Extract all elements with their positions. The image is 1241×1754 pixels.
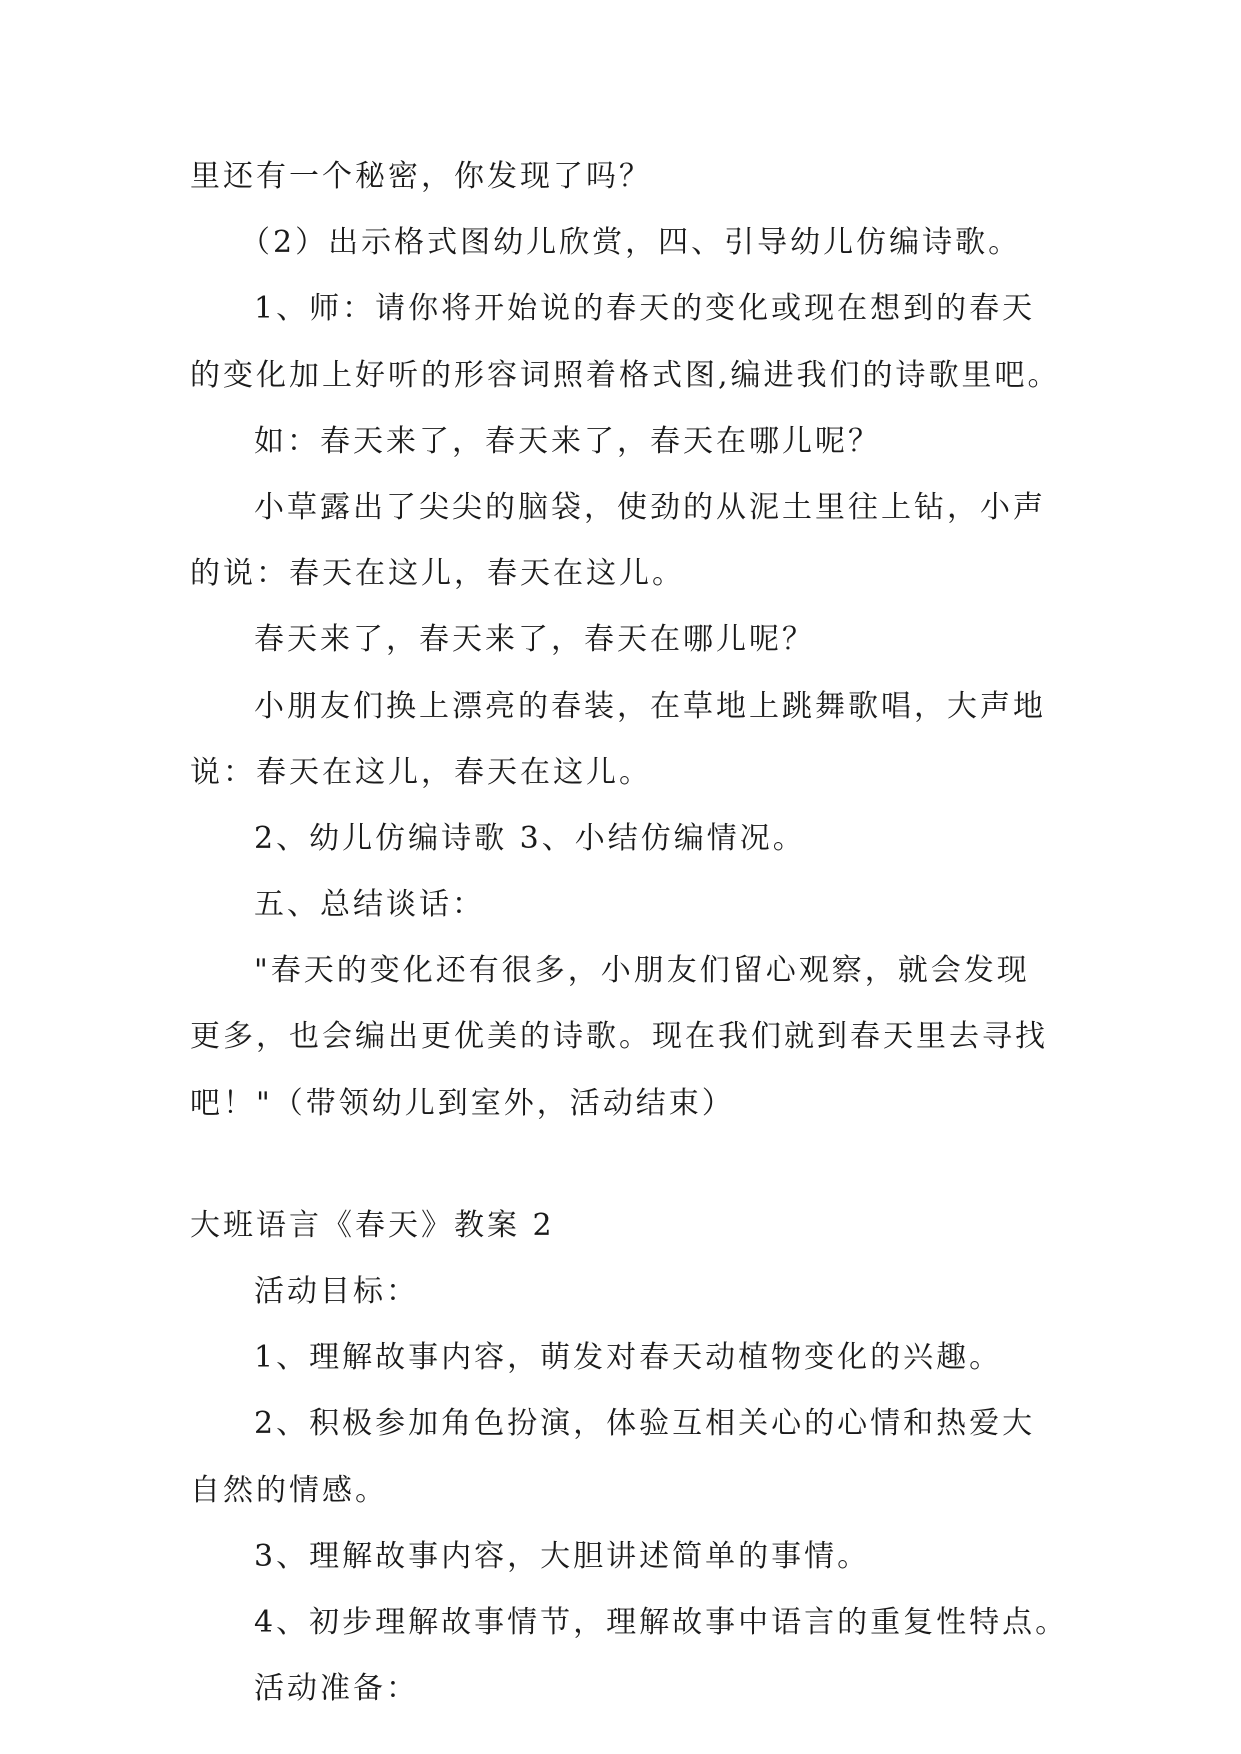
section-gap xyxy=(190,1150,1070,1206)
paragraph-line: 3、理解故事内容，大胆讲述简单的事情。 xyxy=(254,1538,871,1574)
paragraph-line: 春天来了，春天来了，春天在哪儿呢？ xyxy=(254,622,815,658)
paragraph-line: 小朋友们换上漂亮的春装，在草地上跳舞歌唱，大声地 xyxy=(254,688,1046,724)
paragraph-line: 1、理解故事内容，萌发对春天动植物变化的兴趣。 xyxy=(254,1340,1003,1376)
section-title: 大班语言《春天》教案 2 xyxy=(190,1207,555,1243)
paragraph-line: 活动准备： xyxy=(254,1671,419,1707)
paragraph-line: 自然的情感。 xyxy=(190,1472,388,1508)
paragraph-line: 吧！"（带领幼儿到室外，活动结束） xyxy=(190,1085,735,1121)
paragraph-line: 1、师：请你将开始说的春天的变化或现在想到的春天 xyxy=(254,291,1036,327)
paragraph-line: 的说：春天在这儿，春天在这儿。 xyxy=(190,556,685,592)
paragraph-line: 说：春天在这儿，春天在这儿。 xyxy=(190,754,652,790)
paragraph-line: 的变化加上好听的形容词照着格式图,编进我们的诗歌里吧。 xyxy=(190,357,1061,393)
paragraph-line: "春天的变化还有很多，小朋友们留心观察，就会发现 xyxy=(254,953,1030,989)
paragraph-line: （2）出示格式图幼儿欣赏，四、引导幼儿仿编诗歌。 xyxy=(240,225,1022,261)
paragraph-line: 活动目标： xyxy=(254,1274,419,1309)
paragraph-line: 五、总结谈话： xyxy=(254,887,485,923)
paragraph-line: 4、初步理解故事情节，理解故事中语言的重复性特点。 xyxy=(254,1604,1069,1640)
paragraph-line: 里还有一个秘密，你发现了吗？ xyxy=(190,159,652,194)
paragraph-line: 2、幼儿仿编诗歌 3、小结仿编情况。 xyxy=(254,820,806,856)
paragraph-line: 更多，也会编出更优美的诗歌。现在我们就到春天里去寻找 xyxy=(190,1019,1048,1055)
document-body xyxy=(190,157,1070,1735)
paragraph-line: 小草露出了尖尖的脑袋，使劲的从泥土里往上钻，小声 xyxy=(254,489,1046,525)
paragraph-line: 如：春天来了，春天来了，春天在哪儿呢？ xyxy=(254,423,881,459)
paragraph-line: 2、积极参加角色扮演，体验互相关心的心情和热爱大 xyxy=(254,1406,1036,1442)
